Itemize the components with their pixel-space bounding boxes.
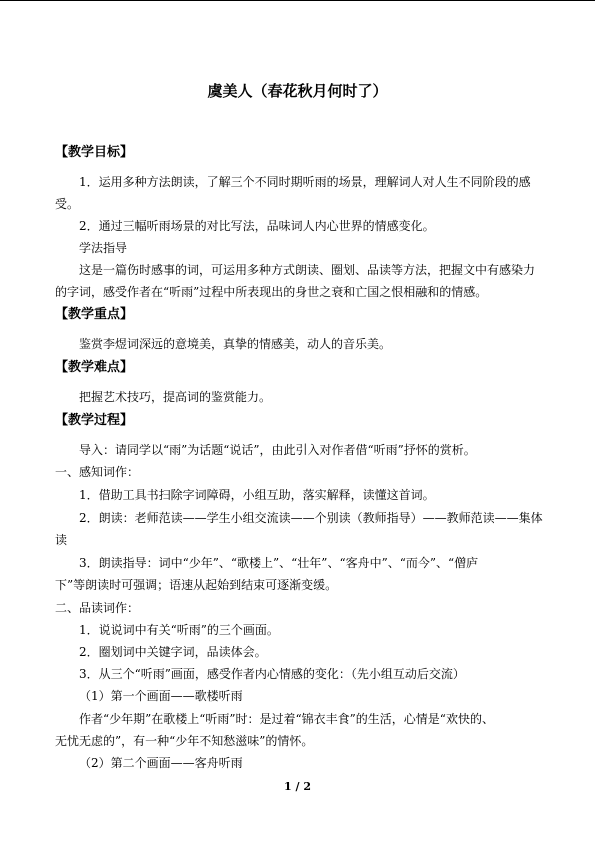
method-label: 学法指导 bbox=[79, 241, 128, 255]
document-title: 虞美人（春花秋月何时了） bbox=[207, 82, 388, 100]
process-s1-title: 一、感知词作： bbox=[55, 465, 140, 479]
goals-p3-line2: 的字词，感受作者在“听雨”过程中所表现出的身世之衰和亡国之恨相融和的情感。 bbox=[55, 285, 488, 299]
section-heading-key: 【教学重点】 bbox=[55, 307, 134, 322]
goals-p1-line2: 受。 bbox=[55, 197, 80, 211]
section-heading-goals: 【教学目标】 bbox=[55, 145, 134, 160]
picture1-line2: 无忧无虑的”，有一种“少年不知愁滋味”的情怀。 bbox=[55, 734, 314, 748]
key-p1: 鉴赏李煜词深远的意境美，真挚的情感美，动人的音乐美。 bbox=[79, 337, 392, 351]
process-s2-item3: 3．从三个“听雨”画面，感受作者内心情感的变化：（先小组互动后交流） bbox=[79, 667, 465, 681]
process-s2-item1: 1．说说词中有关“听雨”的三个画面。 bbox=[79, 623, 279, 637]
section-heading-difficult: 【教学难点】 bbox=[55, 360, 134, 375]
goals-p1-line1: 1．运用多种方法朗读，了解三个不同时期听雨的场景，理解词人对人生不同阶段的感 bbox=[79, 175, 531, 189]
goals-p2: 2．通过三幅听雨场景的对比写法，品味词人内心世界的情感变化。 bbox=[79, 219, 435, 233]
goals-p3-line1: 这是一篇伤时感事的词，可运用多种方式朗读、圈划、品读等方法，把握文中有感染力 bbox=[79, 263, 536, 277]
process-s1-item1: 1．借助工具书扫除字词障碍，小组互助，落实解释，读懂这首词。 bbox=[79, 488, 435, 502]
page-number: 1 / 2 bbox=[284, 780, 311, 793]
process-intro: 导入：请同学以“雨”为话题“说话”，由此引入对作者借“听雨”抒怀的赏析。 bbox=[79, 443, 476, 457]
process-s1-item3-line1: 3．朗读指导：词中“少年”、“歌楼上”、“壮年”、“客舟中”、“而今”、“僧庐 bbox=[79, 556, 479, 570]
process-s1-item2-line2: 读 bbox=[55, 533, 68, 547]
picture1-title: （1）第一个画面——歌楼听雨 bbox=[79, 689, 243, 703]
picture2-title: （2）第二个画面——客舟听雨 bbox=[79, 756, 243, 770]
picture1-line1: 作者“少年期”在歌楼上“听雨”时：是过着“锦衣丰食”的生活，心情是“欢快的、 bbox=[79, 712, 494, 726]
process-s1-item2-line1: 2．朗读：老师范读——学生小组交流读——个别读（教师指导）——教师范读——集体 bbox=[79, 511, 543, 525]
section-heading-process: 【教学过程】 bbox=[55, 413, 134, 428]
difficult-p1: 把握艺术技巧，提高词的鉴赏能力。 bbox=[79, 390, 272, 404]
process-s2-item2: 2．圈划词中关键字词，品读体会。 bbox=[79, 645, 267, 659]
process-s1-item3-line2: 下”等朗读时可强调；语速从起始到结束可逐渐变缓。 bbox=[55, 578, 338, 592]
process-s2-title: 二、品读词作： bbox=[55, 601, 140, 615]
